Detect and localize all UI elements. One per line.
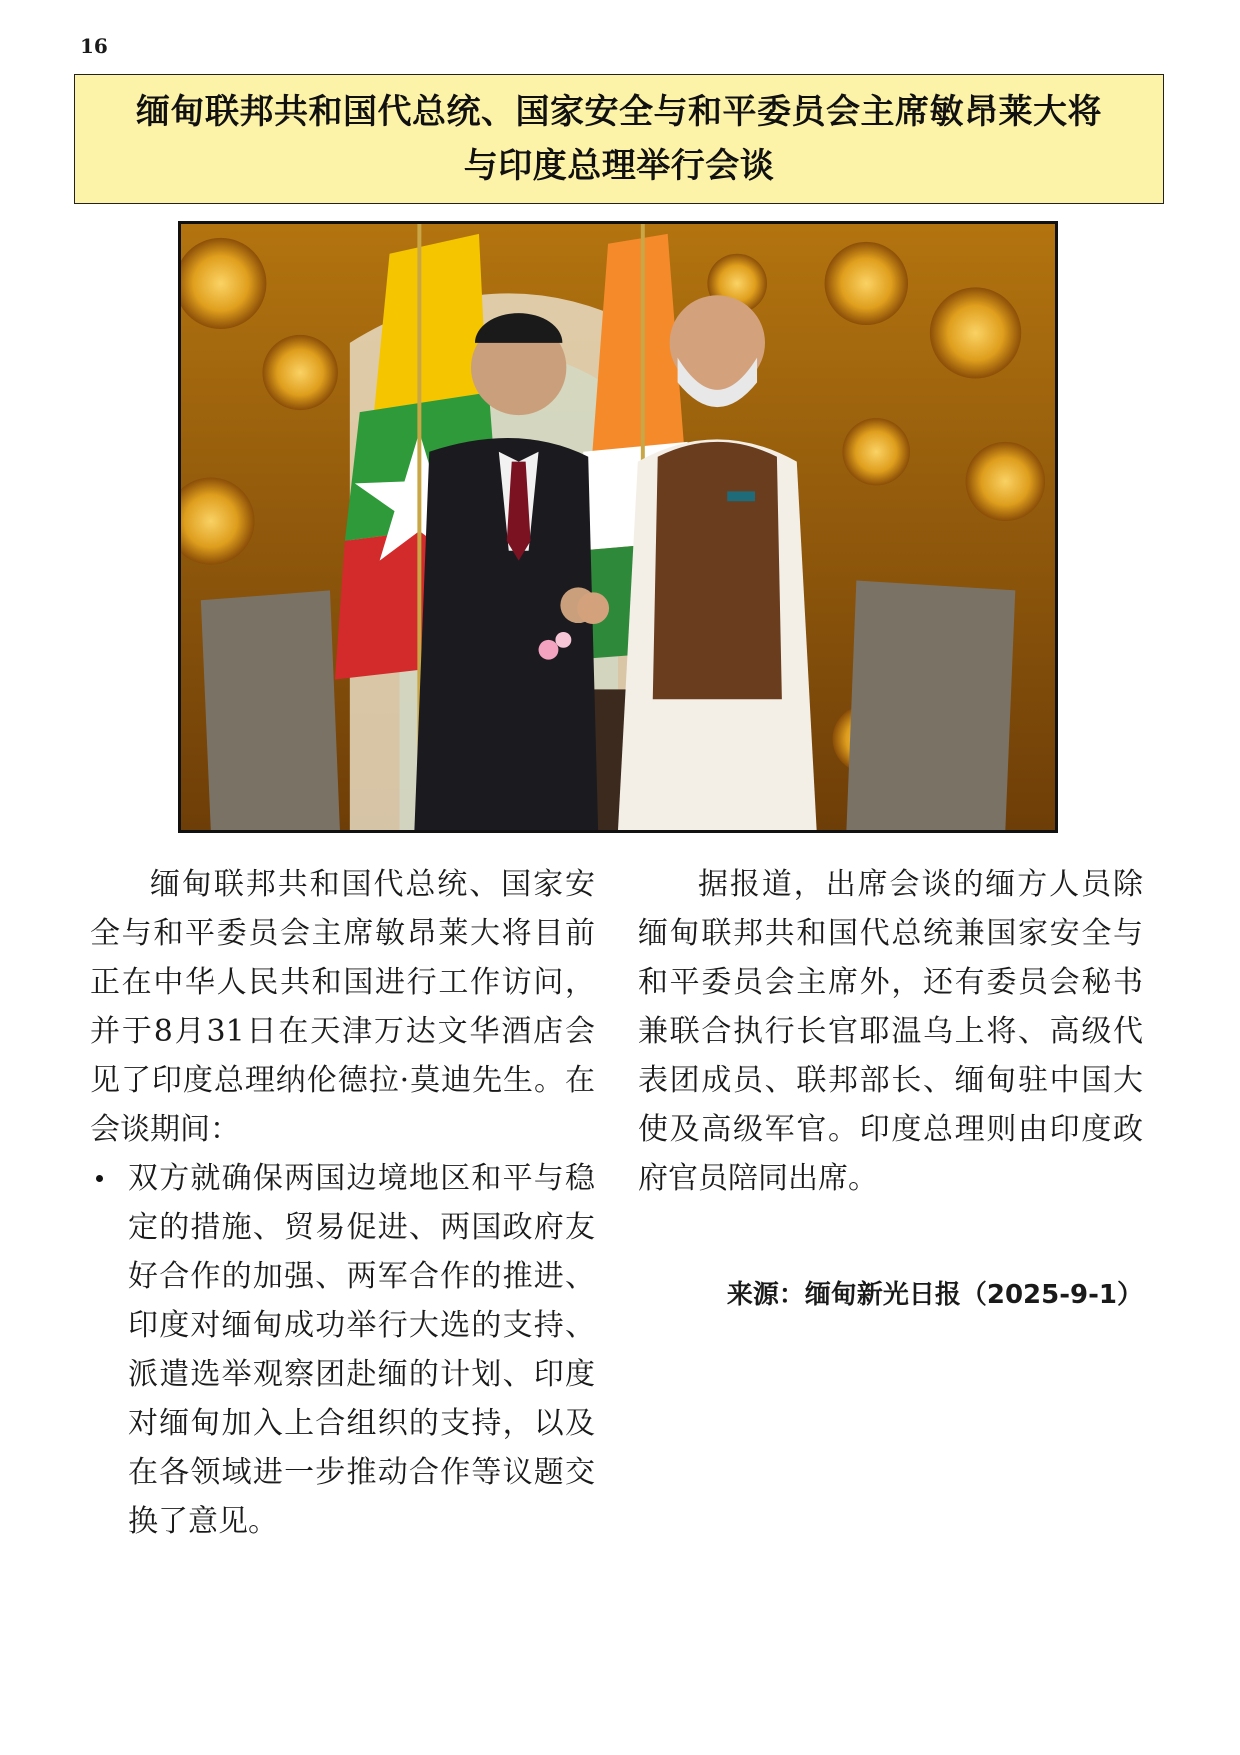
headline-box — [74, 74, 1164, 204]
photo-handshake-icon — [181, 224, 1055, 830]
bullet-icon — [96, 1175, 103, 1182]
list-item-text: 双方就确保两国边境地区和平与稳定的措施、贸易促进、两国政府友好合作的加强、两军合作的推进、印度对缅甸成功举行大选的支持、派遣选举观察团赴缅的计划、印度对缅甸加入上合组织的支持，以及在各领域进一步推动合作等议题交换了意见。 — [128, 1161, 595, 1539]
discussion-points-list — [90, 1154, 595, 1546]
article-left-column — [90, 860, 595, 1546]
article-intro-paragraph: 缅甸联邦共和国代总统、国家安全与和平委员会主席敏昂莱大将目前正在中华人民共和国进行工作访问，并于8月31日在天津万达文华酒店会见了印度总理纳伦德拉·莫迪先生。在会谈期间： — [90, 867, 595, 1147]
article-right-column — [638, 860, 1143, 1315]
headline-line-1: 缅甸联邦共和国代总统、国家安全与和平委员会主席敏昂莱大将 — [136, 92, 1102, 132]
headline-line-2: 与印度总理举行会谈 — [463, 146, 775, 186]
list-item — [90, 1154, 595, 1546]
source-citation: 来源：缅甸新光日报（2025-9-1） — [726, 1280, 1143, 1310]
news-photo — [178, 221, 1058, 833]
article-attendees-paragraph: 据报道，出席会谈的缅方人员除缅甸联邦共和国代总统兼国家安全与和平委员会主席外，还有委员会秘书兼联合执行长官耶温乌上将、高级代表团成员、联邦部长、缅甸驻中国大使及高级军官。印度总理则由印度政府官员陪同出席。 — [638, 867, 1143, 1196]
page-number: 16 — [80, 34, 108, 58]
